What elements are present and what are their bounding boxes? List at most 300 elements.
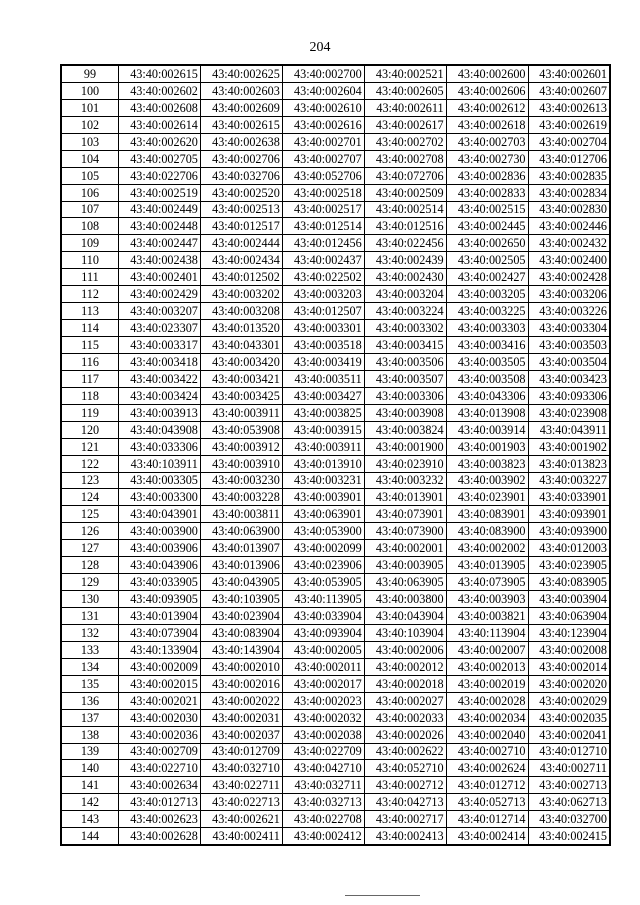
cadastral-number-cell: 43:40:002707: [282, 150, 364, 167]
cadastral-number-cell: 43:40:003911: [200, 404, 282, 421]
cadastral-number-cell: 43:40:002505: [446, 252, 528, 269]
cadastral-number-cell: 43:40:003915: [282, 421, 364, 438]
cadastral-number-cell: 43:40:012710: [528, 743, 610, 760]
cadastral-number-cell: 43:40:083900: [446, 523, 528, 540]
cadastral-number-cell: 43:40:003422: [119, 370, 201, 387]
row-number-cell: 115: [61, 337, 119, 354]
cadastral-number-cell: 43:40:002030: [119, 709, 201, 726]
cadastral-number-cell: 43:40:002705: [119, 150, 201, 167]
cadastral-number-cell: 43:40:012706: [528, 150, 610, 167]
table-row: [61, 337, 610, 354]
row-number-cell: 140: [61, 760, 119, 777]
cadastral-number-cell: 43:40:003903: [446, 591, 528, 608]
cadastral-number-cell: 43:40:033306: [119, 438, 201, 455]
cadastral-number-cell: 43:40:003206: [528, 286, 610, 303]
cadastral-number-cell: 43:40:053900: [282, 523, 364, 540]
cadastral-number-cell: 43:40:003420: [200, 353, 282, 370]
cadastral-number-cell: 43:40:043911: [528, 421, 610, 438]
row-number-cell: 144: [61, 828, 119, 845]
cadastral-number-cell: 43:40:002001: [364, 540, 446, 557]
cadastral-number-cell: 43:40:023906: [282, 557, 364, 574]
cadastral-number-cell: 43:40:002438: [119, 252, 201, 269]
row-number-cell: 123: [61, 472, 119, 489]
cadastral-number-cell: 43:40:023901: [446, 489, 528, 506]
cadastral-number-cell: 43:40:032710: [200, 760, 282, 777]
cadastral-number-cell: 43:40:002607: [528, 82, 610, 99]
cadastral-number-cell: 43:40:073904: [119, 624, 201, 641]
cadastral-number-cell: 43:40:002017: [282, 675, 364, 692]
cadastral-number-cell: 43:40:063905: [364, 574, 446, 591]
cadastral-number-cell: 43:40:012712: [446, 777, 528, 794]
cadastral-number-cell: 43:40:013910: [282, 455, 364, 472]
cadastral-number-cell: 43:40:002700: [282, 65, 364, 82]
cadastral-number-cell: 43:40:002612: [446, 99, 528, 116]
cadastral-number-cell: 43:40:003207: [119, 303, 201, 320]
cadastral-number-cell: 43:40:002023: [282, 692, 364, 709]
cadastral-number-cell: 43:40:002015: [119, 675, 201, 692]
cadastral-number-cell: 43:40:032706: [200, 167, 282, 184]
cadastral-number-cell: 43:40:002415: [528, 828, 610, 845]
cadastral-number-cell: 43:40:003231: [282, 472, 364, 489]
cadastral-number-cell: 43:40:002434: [200, 252, 282, 269]
cadastral-number-cell: 43:40:093900: [528, 523, 610, 540]
cadastral-number-cell: 43:40:022711: [200, 777, 282, 794]
table-row: [61, 286, 610, 303]
table-row: [61, 201, 610, 218]
cadastral-number-cell: 43:40:002620: [119, 133, 201, 150]
cadastral-number-cell: 43:40:002412: [282, 828, 364, 845]
cadastral-number-cell: 43:40:002835: [528, 167, 610, 184]
cadastral-number-cell: 43:40:002002: [446, 540, 528, 557]
cadastral-number-cell: 43:40:043904: [364, 608, 446, 625]
cadastral-number-cell: 43:40:093306: [528, 387, 610, 404]
row-number-cell: 105: [61, 167, 119, 184]
row-number-cell: 127: [61, 540, 119, 557]
cadastral-number-cell: 43:40:003800: [364, 591, 446, 608]
cadastral-number-cell: 43:40:002446: [528, 218, 610, 235]
table-row: [61, 218, 610, 235]
cadastral-number-cell: 43:40:022706: [119, 167, 201, 184]
cadastral-number-cell: 43:40:003507: [364, 370, 446, 387]
row-number-cell: 134: [61, 658, 119, 675]
cadastral-number-cell: 43:40:002033: [364, 709, 446, 726]
cadastral-number-cell: 43:40:003518: [282, 337, 364, 354]
table-row: [61, 235, 610, 252]
cadastral-number-cell: 43:40:143904: [200, 641, 282, 658]
cadastral-number-cell: 43:40:003419: [282, 353, 364, 370]
cadastral-number-cell: 43:40:003317: [119, 337, 201, 354]
cadastral-number-cell: 43:40:023908: [528, 404, 610, 421]
table-row: [61, 828, 610, 845]
cadastral-number-cell: 43:40:052713: [446, 794, 528, 811]
row-number-cell: 138: [61, 726, 119, 743]
cadastral-number-cell: 43:40:002605: [364, 82, 446, 99]
cadastral-number-cell: 43:40:002400: [528, 252, 610, 269]
cadastral-number-cell: 43:40:003208: [200, 303, 282, 320]
cadastral-number-cell: 43:40:032713: [282, 794, 364, 811]
cadastral-number-cell: 43:40:043301: [200, 337, 282, 354]
table-row: [61, 506, 610, 523]
table-row: [61, 574, 610, 591]
cadastral-number-cell: 43:40:002022: [200, 692, 282, 709]
cadastral-number-cell: 43:40:033901: [528, 489, 610, 506]
cadastral-number-cell: 43:40:003821: [446, 608, 528, 625]
cadastral-number-cell: 43:40:002712: [364, 777, 446, 794]
cadastral-number-cell: 43:40:022709: [282, 743, 364, 760]
cadastral-number-cell: 43:40:052710: [364, 760, 446, 777]
table-row: [61, 523, 610, 540]
row-number-cell: 112: [61, 286, 119, 303]
table-row: [61, 760, 610, 777]
cadastral-number-cell: 43:40:012514: [282, 218, 364, 235]
row-number-cell: 120: [61, 421, 119, 438]
cadastral-number-cell: 43:40:062713: [528, 794, 610, 811]
cadastral-number-cell: 43:40:002020: [528, 675, 610, 692]
cadastral-number-cell: 43:40:002019: [446, 675, 528, 692]
row-number-cell: 101: [61, 99, 119, 116]
row-number-cell: 118: [61, 387, 119, 404]
cadastral-number-cell: 43:40:013904: [119, 608, 201, 625]
cadastral-number-cell: 43:40:002411: [200, 828, 282, 845]
cadastral-number-cell: 43:40:013907: [200, 540, 282, 557]
table-row: [61, 82, 610, 99]
cadastral-number-cell: 43:40:002429: [119, 286, 201, 303]
cadastral-number-cell: 43:40:013905: [446, 557, 528, 574]
cadastral-number-cell: 43:40:001902: [528, 438, 610, 455]
cadastral-number-cell: 43:40:003416: [446, 337, 528, 354]
cadastral-number-cell: 43:40:002517: [282, 201, 364, 218]
cadastral-number-cell: 43:40:103904: [364, 624, 446, 641]
table-row: [61, 133, 610, 150]
cadastral-number-cell: 43:40:012714: [446, 811, 528, 828]
row-number-cell: 108: [61, 218, 119, 235]
cadastral-number-cell: 43:40:003811: [200, 506, 282, 523]
cadastral-number-cell: 43:40:003205: [446, 286, 528, 303]
cadastral-number-cell: 43:40:043306: [446, 387, 528, 404]
cadastral-number-cell: 43:40:002035: [528, 709, 610, 726]
cadastral-number-cell: 43:40:002413: [364, 828, 446, 845]
table-row: [61, 472, 610, 489]
cadastral-number-cell: 43:40:032700: [528, 811, 610, 828]
cadastral-number-cell: 43:40:002018: [364, 675, 446, 692]
cadastral-number-cell: 43:40:003418: [119, 353, 201, 370]
cadastral-number-cell: 43:40:012507: [282, 303, 364, 320]
cadastral-number-cell: 43:40:083905: [528, 574, 610, 591]
cadastral-number-cell: 43:40:003202: [200, 286, 282, 303]
cadastral-number-cell: 43:40:002609: [200, 99, 282, 116]
cadastral-number-cell: 43:40:002021: [119, 692, 201, 709]
cadastral-number-cell: 43:40:003906: [119, 540, 201, 557]
cadastral-number-cell: 43:40:003900: [119, 523, 201, 540]
cadastral-number-cell: 43:40:003503: [528, 337, 610, 354]
cadastral-number-cell: 43:40:002428: [528, 269, 610, 286]
cadastral-number-cell: 43:40:002445: [446, 218, 528, 235]
table-row: [61, 421, 610, 438]
cadastral-number-cell: 43:40:003424: [119, 387, 201, 404]
table-row: [61, 370, 610, 387]
cadastral-number-cell: 43:40:002601: [528, 65, 610, 82]
cadastral-number-cell: 43:40:063900: [200, 523, 282, 540]
cadastral-number-cell: 43:40:003227: [528, 472, 610, 489]
table-row: [61, 150, 610, 167]
cadastral-number-cell: 43:40:002520: [200, 184, 282, 201]
cadastral-number-cell: 43:40:012502: [200, 269, 282, 286]
row-number-cell: 136: [61, 692, 119, 709]
cadastral-number-cell: 43:40:002634: [119, 777, 201, 794]
cadastral-number-cell: 43:40:002621: [200, 811, 282, 828]
cadastral-number-cell: 43:40:003914: [446, 421, 528, 438]
cadastral-number-cell: 43:40:012517: [200, 218, 282, 235]
cadastral-number-cell: 43:40:053905: [282, 574, 364, 591]
cadastral-number-cell: 43:40:002034: [446, 709, 528, 726]
cadastral-number-cell: 43:40:113905: [282, 591, 364, 608]
cadastral-number-cell: 43:40:002650: [446, 235, 528, 252]
cadastral-number-cell: 43:40:002616: [282, 116, 364, 133]
cadastral-number-cell: 43:40:073901: [364, 506, 446, 523]
cadastral-number-cell: 43:40:002041: [528, 726, 610, 743]
table-row: [61, 726, 610, 743]
row-number-cell: 116: [61, 353, 119, 370]
row-number-cell: 111: [61, 269, 119, 286]
cadastral-number-cell: 43:40:002099: [282, 540, 364, 557]
cadastral-number-cell: 43:40:002513: [200, 201, 282, 218]
row-number-cell: 107: [61, 201, 119, 218]
cadastral-number-cell: 43:40:073905: [446, 574, 528, 591]
cadastral-number-cell: 43:40:003425: [200, 387, 282, 404]
cadastral-number-cell: 43:40:003232: [364, 472, 446, 489]
cadastral-number-cell: 43:40:043908: [119, 421, 201, 438]
cadastral-number-cell: 43:40:002401: [119, 269, 201, 286]
cadastral-number-cell: 43:40:103905: [200, 591, 282, 608]
row-number-cell: 135: [61, 675, 119, 692]
row-number-cell: 128: [61, 557, 119, 574]
cadastral-number-cell: 43:40:033904: [282, 608, 364, 625]
cadastral-number-cell: 43:40:003302: [364, 320, 446, 337]
cadastral-number-cell: 43:40:003913: [119, 404, 201, 421]
cadastral-number-cell: 43:40:002622: [364, 743, 446, 760]
cadastral-number-cell: 43:40:003306: [364, 387, 446, 404]
row-number-cell: 122: [61, 455, 119, 472]
cadastral-number-cell: 43:40:002028: [446, 692, 528, 709]
row-number-cell: 125: [61, 506, 119, 523]
row-number-cell: 114: [61, 320, 119, 337]
cadastral-number-cell: 43:40:002623: [119, 811, 201, 828]
cadastral-number-cell: 43:40:003508: [446, 370, 528, 387]
cadastral-number-cell: 43:40:002613: [528, 99, 610, 116]
row-number-cell: 103: [61, 133, 119, 150]
cadastral-number-cell: 43:40:001900: [364, 438, 446, 455]
row-number-cell: 141: [61, 777, 119, 794]
table-row: [61, 692, 610, 709]
cadastral-number-cell: 43:40:013520: [200, 320, 282, 337]
table-row: [61, 557, 610, 574]
cadastral-number-cell: 43:40:002016: [200, 675, 282, 692]
cadastral-number-cell: 43:40:002447: [119, 235, 201, 252]
cadastral-number-cell: 43:40:003908: [364, 404, 446, 421]
cadastral-number-cell: 43:40:002709: [119, 743, 201, 760]
cadastral-number-cell: 43:40:002702: [364, 133, 446, 150]
cadastral-number-cell: 43:40:003911: [282, 438, 364, 455]
row-number-cell: 99: [61, 65, 119, 82]
cadastral-number-cell: 43:40:022713: [200, 794, 282, 811]
cadastral-number-cell: 43:40:002029: [528, 692, 610, 709]
table-row: [61, 167, 610, 184]
cadastral-number-cell: 43:40:003912: [200, 438, 282, 455]
cadastral-number-cell: 43:40:002617: [364, 116, 446, 133]
row-number-cell: 110: [61, 252, 119, 269]
cadastral-number-cell: 43:40:052706: [282, 167, 364, 184]
row-number-cell: 124: [61, 489, 119, 506]
table-body: [61, 65, 610, 845]
cadastral-number-cell: 43:40:002600: [446, 65, 528, 82]
cadastral-number-cell: 43:40:003224: [364, 303, 446, 320]
cadastral-number-cell: 43:40:002611: [364, 99, 446, 116]
cadastral-number-cell: 43:40:002519: [119, 184, 201, 201]
cadastral-number-cell: 43:40:002638: [200, 133, 282, 150]
table-row: [61, 743, 610, 760]
cadastral-number-cell: 43:40:002603: [200, 82, 282, 99]
cadastral-number-cell: 43:40:002701: [282, 133, 364, 150]
row-number-cell: 109: [61, 235, 119, 252]
cadastral-number-cell: 43:40:042710: [282, 760, 364, 777]
cadastral-number-cell: 43:40:003901: [282, 489, 364, 506]
cadastral-number-cell: 43:40:003304: [528, 320, 610, 337]
cadastral-number-cell: 43:40:002836: [446, 167, 528, 184]
cadastral-number-cell: 43:40:002830: [528, 201, 610, 218]
cadastral-number-cell: 43:40:002448: [119, 218, 201, 235]
table-row: [61, 404, 610, 421]
cadastral-number-cell: 43:40:003225: [446, 303, 528, 320]
cadastral-number-cell: 43:40:012709: [200, 743, 282, 760]
cadastral-number-cell: 43:40:003427: [282, 387, 364, 404]
table-row: [61, 353, 610, 370]
cadastral-number-cell: 43:40:003204: [364, 286, 446, 303]
cadastral-number-cell: 43:40:002713: [528, 777, 610, 794]
cadastral-number-cell: 43:40:013906: [200, 557, 282, 574]
cadastral-number-cell: 43:40:073900: [364, 523, 446, 540]
cadastral-number-cell: 43:40:002010: [200, 658, 282, 675]
table-row: [61, 320, 610, 337]
cadastral-number-cell: 43:40:043901: [119, 506, 201, 523]
cadastral-number-cell: 43:40:002614: [119, 116, 201, 133]
cadastral-number-cell: 43:40:002833: [446, 184, 528, 201]
table-row: [61, 709, 610, 726]
table-row: [61, 658, 610, 675]
cadastral-number-cell: 43:40:002710: [446, 743, 528, 760]
row-number-cell: 113: [61, 303, 119, 320]
cadastral-number-cell: 43:40:002006: [364, 641, 446, 658]
cadastral-number-cell: 43:40:083901: [446, 506, 528, 523]
cadastral-number-cell: 43:40:002628: [119, 828, 201, 845]
row-number-cell: 119: [61, 404, 119, 421]
cadastral-number-cell: 43:40:023910: [364, 455, 446, 472]
row-number-cell: 143: [61, 811, 119, 828]
row-number-cell: 121: [61, 438, 119, 455]
cadastral-number-cell: 43:40:002619: [528, 116, 610, 133]
cadastral-number-cell: 43:40:002449: [119, 201, 201, 218]
cadastral-number-cell: 43:40:012003: [528, 540, 610, 557]
cadastral-number-cell: 43:40:103911: [119, 455, 201, 472]
page-number: 204: [309, 40, 331, 55]
table-row: [61, 269, 610, 286]
cadastral-number-cell: 43:40:003230: [200, 472, 282, 489]
cadastral-number-cell: 43:40:003305: [119, 472, 201, 489]
cadastral-number-cell: 43:40:093901: [528, 506, 610, 523]
cadastral-number-cell: 43:40:043906: [119, 557, 201, 574]
table-row: [61, 455, 610, 472]
cadastral-number-cell: 43:40:002615: [200, 116, 282, 133]
table-row: [61, 777, 610, 794]
cadastral-number-cell: 43:40:003415: [364, 337, 446, 354]
table-row: [61, 387, 610, 404]
row-number-cell: 129: [61, 574, 119, 591]
cadastral-number-cell: 43:40:002014: [528, 658, 610, 675]
cadastral-number-cell: 43:40:002038: [282, 726, 364, 743]
table-row: [61, 489, 610, 506]
cadastral-number-cell: 43:40:002608: [119, 99, 201, 116]
cadastral-number-cell: 43:40:002013: [446, 658, 528, 675]
cadastral-number-cell: 43:40:002625: [200, 65, 282, 82]
row-number-cell: 106: [61, 184, 119, 201]
table-row: [61, 608, 610, 625]
row-number-cell: 102: [61, 116, 119, 133]
cadastral-number-cell: 43:40:003825: [282, 404, 364, 421]
cadastral-number-cell: 43:40:022708: [282, 811, 364, 828]
cadastral-number-cell: 43:40:022502: [282, 269, 364, 286]
row-number-cell: 139: [61, 743, 119, 760]
cadastral-number-cell: 43:40:003823: [446, 455, 528, 472]
cadastral-number-cell: 43:40:003505: [446, 353, 528, 370]
row-number-cell: 132: [61, 624, 119, 641]
cadastral-number-cell: 43:40:002427: [446, 269, 528, 286]
cadastral-number-cell: 43:40:002606: [446, 82, 528, 99]
cadastral-number-cell: 43:40:023904: [200, 608, 282, 625]
cadastral-number-cell: 43:40:002610: [282, 99, 364, 116]
table-row: [61, 811, 610, 828]
cadastral-number-cell: 43:40:003300: [119, 489, 201, 506]
table-row: [61, 675, 610, 692]
cadastral-number-cell: 43:40:002430: [364, 269, 446, 286]
cadastral-number-cell: 43:40:002007: [446, 641, 528, 658]
row-number-cell: 104: [61, 150, 119, 167]
cadastral-number-cell: 43:40:003226: [528, 303, 610, 320]
cadastral-number-cell: 43:40:013908: [446, 404, 528, 421]
cadastral-number-cell: 43:40:002521: [364, 65, 446, 82]
cadastral-number-cell: 43:40:093905: [119, 591, 201, 608]
row-number-cell: 137: [61, 709, 119, 726]
cadastral-number-cell: 43:40:001903: [446, 438, 528, 455]
cadastral-number-cell: 43:40:083904: [200, 624, 282, 641]
cadastral-number-cell: 43:40:023905: [528, 557, 610, 574]
cadastral-number-cell: 43:40:002704: [528, 133, 610, 150]
cadastral-number-cell: 43:40:002037: [200, 726, 282, 743]
cadastral-number-cell: 43:40:043905: [200, 574, 282, 591]
cadastral-number-cell: 43:40:002711: [528, 760, 610, 777]
cadastral-number-table: [60, 64, 611, 846]
row-number-cell: 142: [61, 794, 119, 811]
cadastral-number-cell: 43:40:002602: [119, 82, 201, 99]
row-number-cell: 126: [61, 523, 119, 540]
cadastral-number-cell: 43:40:002703: [446, 133, 528, 150]
cadastral-number-cell: 43:40:002027: [364, 692, 446, 709]
cadastral-number-cell: 43:40:002834: [528, 184, 610, 201]
cadastral-number-cell: 43:40:002730: [446, 150, 528, 167]
cadastral-number-cell: 43:40:072706: [364, 167, 446, 184]
cadastral-number-cell: 43:40:002040: [446, 726, 528, 743]
cadastral-number-cell: 43:40:002514: [364, 201, 446, 218]
cadastral-number-cell: 43:40:023307: [119, 320, 201, 337]
cadastral-number-cell: 43:40:002026: [364, 726, 446, 743]
